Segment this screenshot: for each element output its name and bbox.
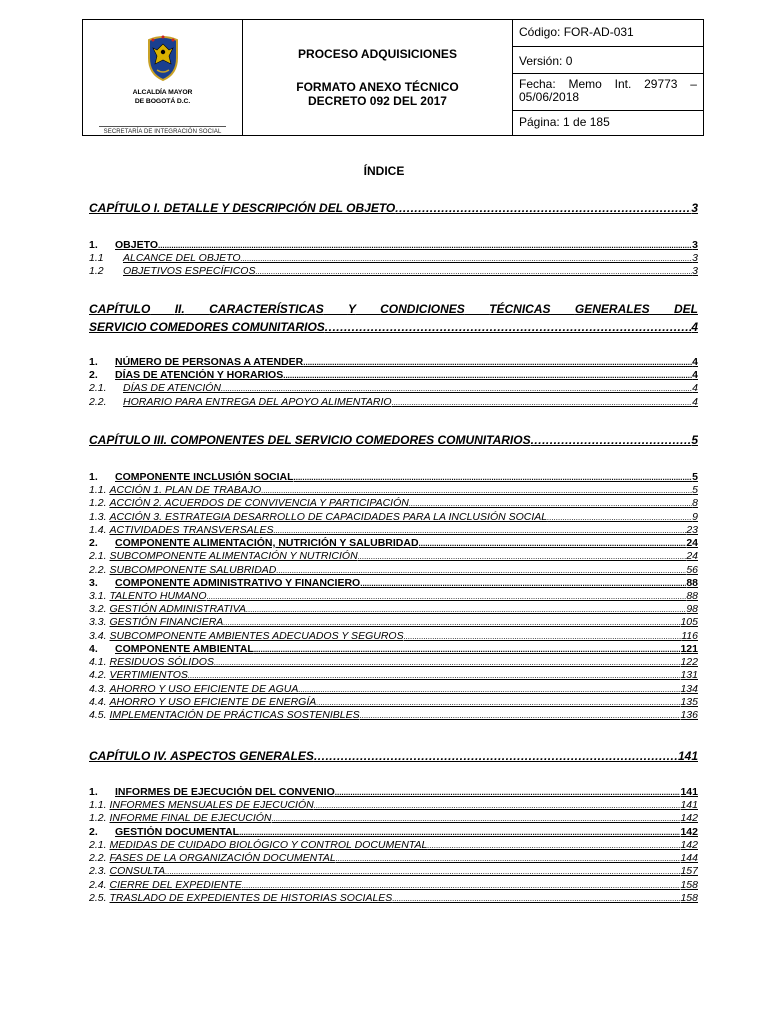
logo-divider <box>99 126 226 127</box>
logo-text-line-1: ALCALDÍA MAYOR <box>132 89 193 96</box>
process-title: PROCESO ADQUISICIONES <box>298 47 457 61</box>
index-title: ÍNDICE <box>363 164 405 178</box>
toc-chapter-3[interactable]: CAPÍTULO III. COMPONENTES DEL SERVICIO COMEDORES COMUNITARIOS ..... 5 <box>89 433 698 448</box>
toc-entry[interactable]: 1.4. ACTIVIDADES TRANSVERSALES ..... 23 <box>89 524 698 537</box>
toc-entry[interactable]: 4.2. VERTIMIENTOS ..... 131 <box>89 669 698 682</box>
toc-entry[interactable]: 3.3. GESTIÓN FINANCIERA ..... 105 <box>89 616 698 629</box>
toc-entry[interactable]: 1.3. ACCIÓN 3. ESTRATEGIA DESARROLLO DE CAPACIDADES PARA LA INCLUSIÓN SOCIAL ..... 9 <box>89 511 698 524</box>
toc-entry[interactable]: 2.2. SUBCOMPONENTE SALUBRIDAD ..... 56 <box>89 564 698 577</box>
toc-entry[interactable]: 3. COMPONENTE ADMINISTRATIVO Y FINANCIERO ..... 88 <box>89 577 698 590</box>
fecha-line-1: Fecha: Memo Int. 29773 – <box>519 77 697 91</box>
toc-chapter-2-line-2[interactable]: SERVICIO COMEDORES COMUNITARIOS ..... 4 <box>89 320 698 335</box>
toc-entry[interactable]: 1.2. INFORME FINAL DE EJECUCIÓN ..... 142 <box>89 812 698 825</box>
logo-subtitle: SECRETARÍA DE INTEGRACIÓN SOCIAL <box>103 129 222 135</box>
toc-entry[interactable]: 1. COMPONENTE INCLUSIÓN SOCIAL ..... 5 <box>89 471 698 484</box>
toc-entry[interactable]: 4. COMPONENTE AMBIENTAL ..... 121 <box>89 643 698 656</box>
toc-entry[interactable]: 3.2. GESTIÓN ADMINISTRATIVA ..... 98 <box>89 603 698 616</box>
format-title-line-2: DECRETO 092 DEL 2017 <box>308 94 447 108</box>
toc-entry[interactable]: 1.2. ACCIÓN 2. ACUERDOS DE CONVIVENCIA Y PARTICIPACIÓN ..... 8 <box>89 497 698 510</box>
header-title-cell <box>243 20 513 135</box>
toc-entry[interactable]: 1.1. ACCIÓN 1. PLAN DE TRABAJO ..... 5 <box>89 484 698 497</box>
toc-entry[interactable]: 3.1. TALENTO HUMANO ..... 88 <box>89 590 698 603</box>
toc-entry[interactable]: 2.1. DÍAS DE ATENCIÓN ..... 4 <box>89 382 698 395</box>
document-header <box>82 19 704 136</box>
version-field: Versión: 0 <box>513 47 703 74</box>
format-title-line-1: FORMATO ANEXO TÉCNICO <box>296 80 459 94</box>
toc-entry[interactable]: 4.5. IMPLEMENTACIÓN DE PRÁCTICAS SOSTENIBLES ..... 136 <box>89 709 698 722</box>
toc-entry[interactable]: 2. GESTIÓN DOCUMENTAL ..... 142 <box>89 826 698 839</box>
toc-entry[interactable]: 2.2. FASES DE LA ORGANIZACIÓN DOCUMENTAL ..... 144 <box>89 852 698 865</box>
toc-chapter-4[interactable]: CAPÍTULO IV. ASPECTOS GENERALES ..... 141 <box>89 749 698 764</box>
toc-entry[interactable]: 2.4. CIERRE DEL EXPEDIENTE ..... 158 <box>89 879 698 892</box>
toc-entry[interactable]: 2.5. TRASLADO DE EXPEDIENTES DE HISTORIAS SOCIALES ..... 158 <box>89 892 698 905</box>
toc-entry[interactable]: 1.1. INFORMES MENSUALES DE EJECUCIÓN ..... 141 <box>89 799 698 812</box>
toc-entry[interactable]: 1.2 OBJETIVOS ESPECÍFICOS ..... 3 <box>89 265 698 278</box>
pagina-field: Página: 1 de 185 <box>519 115 610 129</box>
toc-entry[interactable]: 1.1 ALCANCE DEL OBJETO ..... 3 <box>89 252 698 265</box>
header-info-cell <box>513 20 703 135</box>
fecha-line-2: 05/06/2018 <box>519 90 580 104</box>
toc-entry[interactable]: 1. INFORMES DE EJECUCIÓN DEL CONVENIO ..... 141 <box>89 786 698 799</box>
toc-entry[interactable]: 4.1. RESIDUOS SÓLIDOS ..... 122 <box>89 656 698 669</box>
logo-cell <box>83 20 243 135</box>
bogota-coat-of-arms-icon <box>145 34 181 82</box>
toc-entry[interactable]: 4.3. AHORRO Y USO EFICIENTE DE AGUA ..... 134 <box>89 683 698 696</box>
toc-entry[interactable]: 2.2. HORARIO PARA ENTREGA DEL APOYO ALIMENTARIO ..... 4 <box>89 396 698 409</box>
toc-chapter-2-line-1[interactable]: CAPÍTULO II. CARACTERÍSTICAS Y CONDICIONES TÉCNICAS GENERALES DEL <box>89 302 698 316</box>
logo-text-line-2: DE BOGOTÁ D.C. <box>134 98 191 105</box>
fecha-field <box>513 74 703 111</box>
toc-entry[interactable]: 2. DÍAS DE ATENCIÓN Y HORARIOS ..... 4 <box>89 369 698 382</box>
toc-entry[interactable]: 3.4. SUBCOMPONENTE AMBIENTES ADECUADOS Y SEGUROS ..... 116 <box>89 630 698 643</box>
toc-entry[interactable]: 2. COMPONENTE ALIMENTACIÓN, NUTRICIÓN Y SALUBRIDAD ..... 24 <box>89 537 698 550</box>
toc-chapter-1[interactable]: CAPÍTULO I. DETALLE Y DESCRIPCIÓN DEL OBJETO ..... 3 <box>89 201 698 216</box>
toc-entry[interactable]: 2.1. SUBCOMPONENTE ALIMENTACIÓN Y NUTRICIÓN ..... 24 <box>89 550 698 563</box>
codigo-field: Código: FOR-AD-031 <box>513 20 703 47</box>
toc-entry[interactable]: 4.4. AHORRO Y USO EFICIENTE DE ENERGÍA ..... 135 <box>89 696 698 709</box>
toc-entry[interactable]: 2.1. MEDIDAS DE CUIDADO BIOLÓGICO Y CONTROL DOCUMENTAL ..... 142 <box>89 839 698 852</box>
toc-entry[interactable]: 1. NÚMERO DE PERSONAS A ATENDER ..... 4 <box>89 356 698 369</box>
toc-entry[interactable]: 2.3. CONSULTA ..... 157 <box>89 865 698 878</box>
toc-entry[interactable]: 1. OBJETO ..... 3 <box>89 239 698 252</box>
